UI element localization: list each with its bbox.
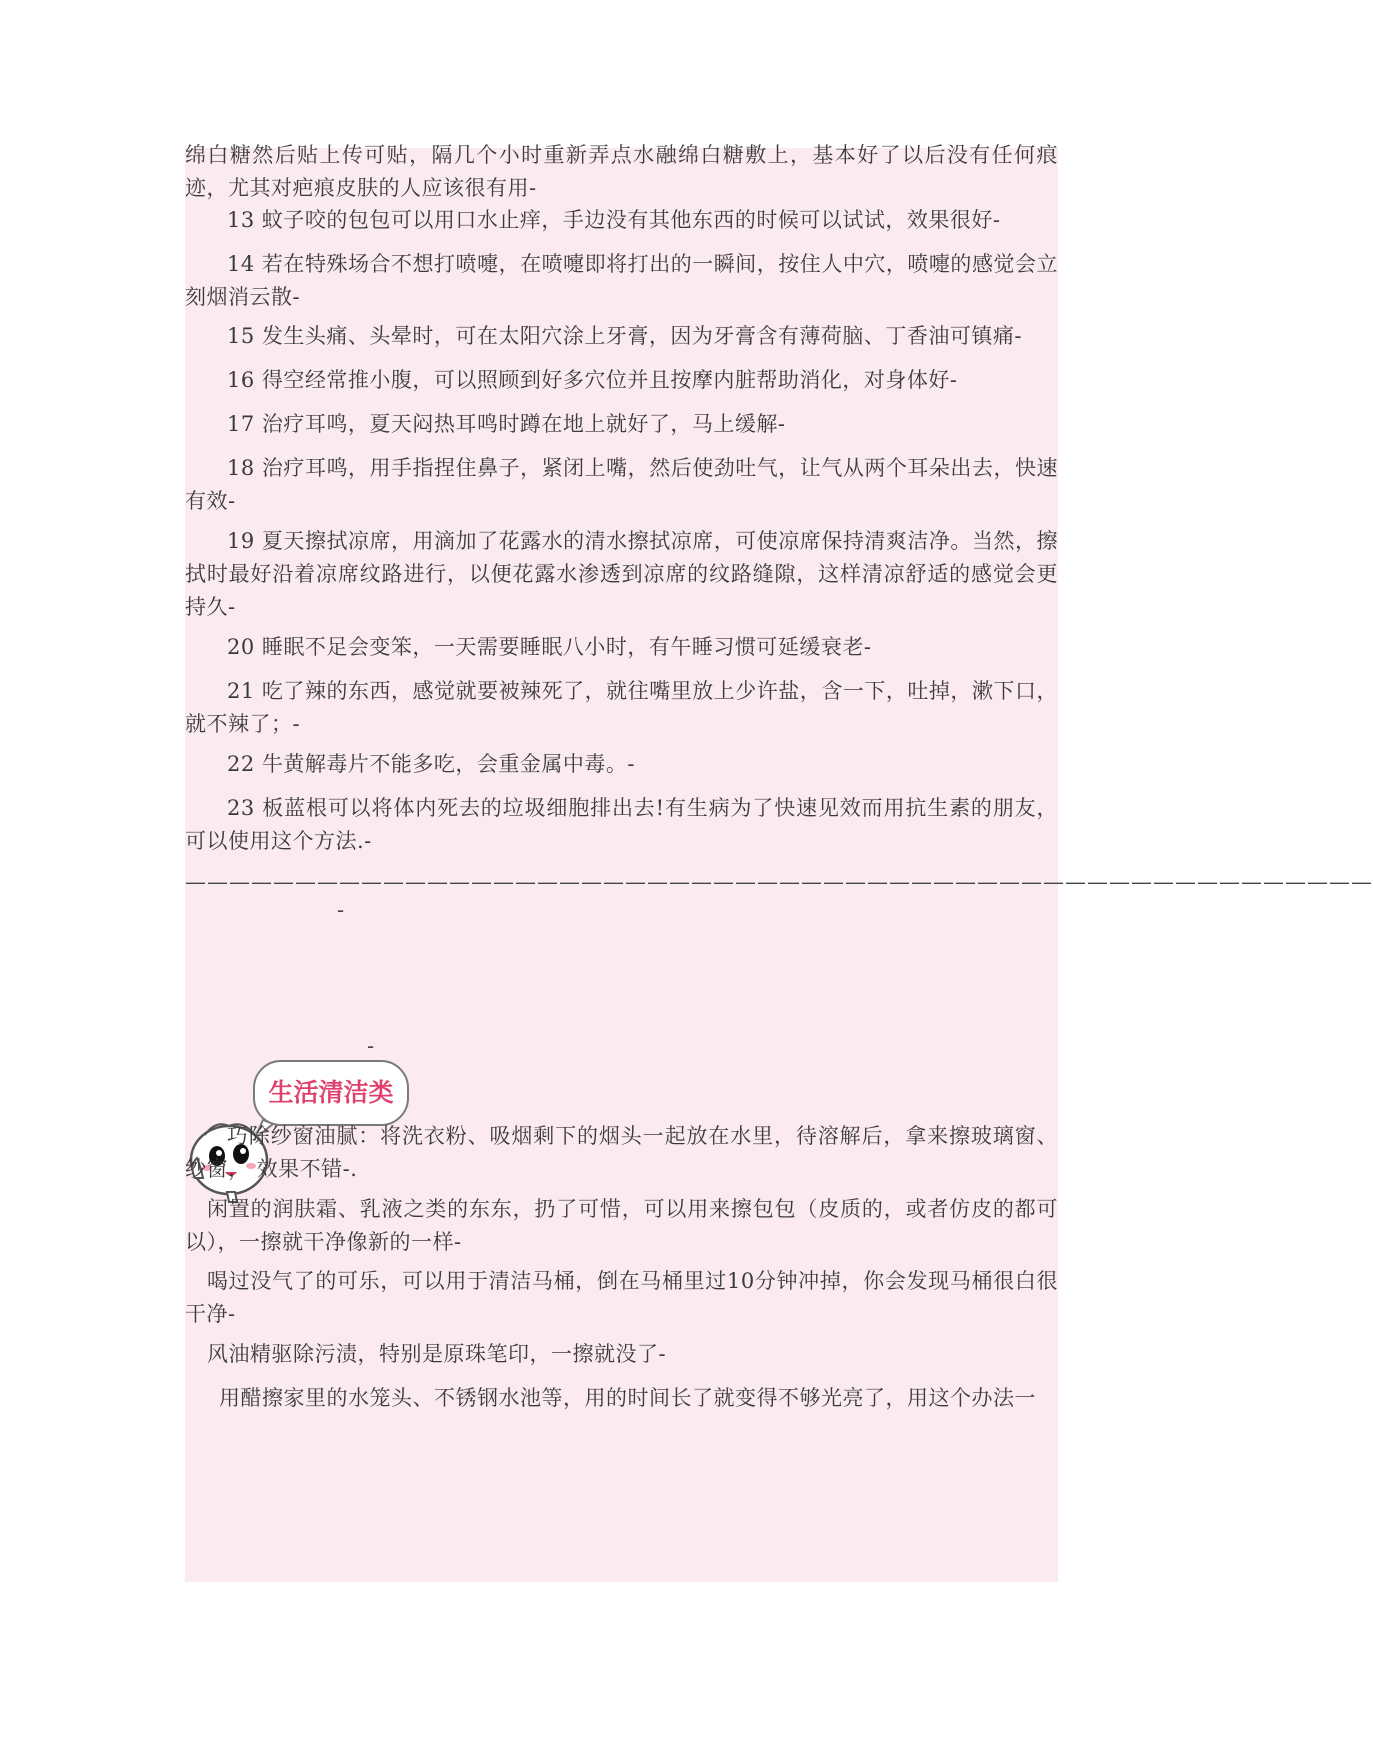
cleaning-tip-toilet: 喝过没气了的可乐，可以用于清洁马桶，倒在马桶里过10分钟冲掉，你会发现马桶很白很干净- bbox=[185, 1269, 1058, 1326]
divider-tail-mark: - bbox=[337, 898, 345, 922]
cleaning-tip-bags: 闲置的润肤霜、乳液之类的东东，扔了可惜，可以用来擦包包（皮质的，或者仿皮的都可以），一擦就干净像新的一样- bbox=[185, 1197, 1058, 1254]
paragraph-16: 16 得空经常推小腹，可以照顾到好多穴位并且按摩内脏帮助消化，对身体好- bbox=[227, 368, 958, 392]
badge-after-mark: - bbox=[367, 1034, 375, 1058]
cleaning-tip-ink: 风油精驱除污渍，特别是原珠笔印，一擦就没了- bbox=[207, 1342, 667, 1366]
paragraph-18: 18 治疗耳鸣，用手指捏住鼻子，紧闭上嘴，然后使劲吐气，让气从两个耳朵出去，快速有效- bbox=[185, 456, 1058, 513]
paragraph-22: 22 牛黄解毒片不能多吃，会重金属中毒。- bbox=[227, 752, 635, 776]
paragraph-15: 15 发生头痛、头晕时，可在太阳穴涂上牙膏，因为牙膏含有薄荷脑、丁香油可镇痛- bbox=[227, 324, 1022, 348]
paragraph-23: 23 板蓝根可以将体内死去的垃圾细胞排出去!有生病为了快速见效而用抗生素的朋友，可以使用这个方法.- bbox=[185, 796, 1058, 853]
section-badge-label: 生活清洁类 bbox=[268, 1078, 394, 1107]
paragraph-21: 21 吃了辣的东西，感觉就要被辣死了，就往嘴里放上少许盐，含一下，吐掉，漱下口，就不辣了；- bbox=[185, 679, 1058, 736]
dash-divider: —————————————————————————————————————————————————————— bbox=[185, 870, 1373, 894]
paragraph-14: 14 若在特殊场合不想打喷嚏，在喷嚏即将打出的一瞬间，按住人中穴，喷嚏的感觉会立刻烟消云散- bbox=[185, 252, 1058, 309]
paragraph-13: 13 蚊子咬的包包可以用口水止痒，手边没有其他东西的时候可以试试，效果很好- bbox=[227, 208, 1001, 232]
paragraph-19: 19 夏天擦拭凉席，用滴加了花露水的清水擦拭凉席，可使凉席保持清爽洁净。当然，擦拭时最好沿着凉席纹路进行，以便花露水渗透到凉席的纹路缝隙，这样清凉舒适的感觉会更持久- bbox=[185, 529, 1058, 619]
content-area bbox=[185, 143, 1373, 1582]
cleaning-tip-screen: 巧除纱窗油腻：将洗衣粉、吸烟剩下的烟头一起放在水里，待溶解后，拿来擦玻璃窗、纱窗， 效果不错-. bbox=[185, 1124, 1058, 1181]
paragraph-12-continued: 绵白糖然后贴上传可贴，隔几个小时重新弄点水融绵白糖敷上，基本好了以后没有任何痕迹，尤其对疤痕皮肤的人应该很有用- bbox=[185, 143, 1058, 200]
cleaning-tip-faucet: 用醋擦家里的水笼头、不锈钢水池等，用的时间长了就变得不够光亮了，用这个办法一 bbox=[219, 1386, 1036, 1410]
paragraph-17: 17 治疗耳鸣，夏天闷热耳鸣时蹲在地上就好了，马上缓解- bbox=[227, 412, 786, 436]
paragraph-20: 20 睡眠不足会变笨，一天需要睡眠八小时，有午睡习惯可延缓衰老- bbox=[227, 635, 872, 659]
